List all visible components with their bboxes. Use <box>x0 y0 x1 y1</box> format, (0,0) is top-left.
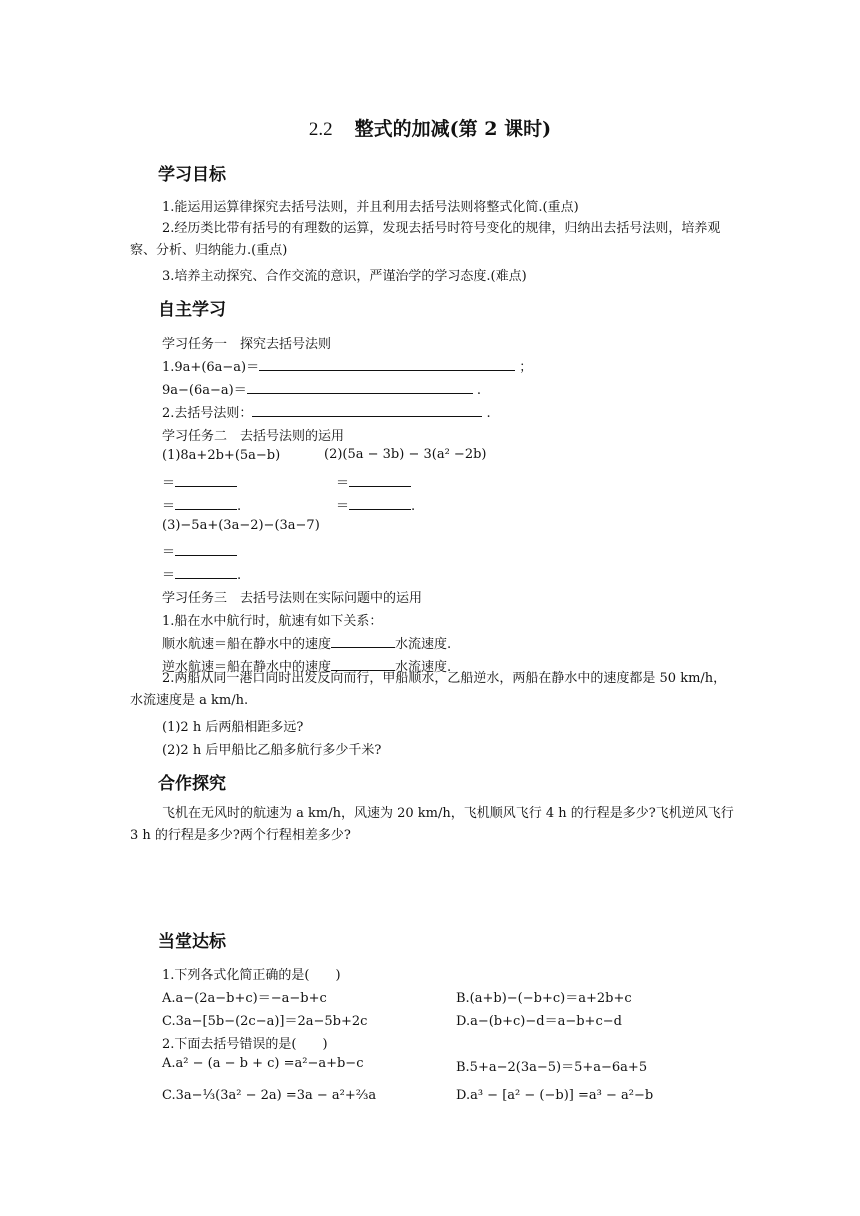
question-1: 1.船在水中航行时，航速有如下关系： <box>162 614 383 629</box>
mc-2-option-a: A.a² − (a − b + c) =a²−a+b−c <box>162 1056 364 1071</box>
problem-1-step-1: ＝ <box>162 472 237 491</box>
answer-blank[interactable] <box>331 635 395 648</box>
answer-blank[interactable] <box>175 474 237 487</box>
answer-blank[interactable] <box>259 358 515 371</box>
goal-1: 1.能运用运算律探究去括号法则，并且利用去括号法则将整式化简.(重点) <box>162 200 579 215</box>
question-2: 2.两船从同一港口同时出发反向而行，甲船顺水，乙船逆水，两船在静水中的速度都是 50 km/h，水流速度是 a km/h. <box>130 671 727 708</box>
task-2-title: 学习任务二 去括号法则的运用 <box>162 429 345 444</box>
task-3-title: 学习任务三 去括号法则在实际问题中的运用 <box>162 591 423 606</box>
mc-2-option-d: D.a³ − [a² − (−b)] =a³ − a²−b <box>456 1088 654 1103</box>
heading-learning-goals: 学习目标 <box>158 165 226 185</box>
question-1b: 逆水航速＝船在静水中的速度 水流速度. <box>162 660 452 675</box>
question-2a: (1)2 h 后两船相距多远? <box>162 720 304 735</box>
answer-blank[interactable] <box>247 381 473 394</box>
problem-1: (1)8a+2b+(5a−b) <box>162 448 281 463</box>
problem-2-step-2: ＝ . <box>336 499 416 514</box>
goal-2: 2.经历类比带有括号的有理数的运算，发现去括号时符号变化的规律，归纳出去括号法则，培养观察、分析、归纳能力.(重点) <box>130 221 721 258</box>
page-title <box>0 114 860 141</box>
problem-3-step-2: ＝ . <box>162 568 242 583</box>
heading-in-class-check: 当堂达标 <box>158 932 226 952</box>
answer-blank[interactable] <box>349 497 411 510</box>
mc-1-option-a: A.a−(2a−b+c)＝−a−b+c <box>162 991 327 1006</box>
exercise-1: 1.9a+(6a−a)＝ ； <box>162 360 533 375</box>
title-text: 整式的加减(第 2 课时) <box>354 118 552 140</box>
answer-blank[interactable] <box>252 404 482 417</box>
goal-3: 3.培养主动探究、合作交流的意识，严谨治学的学习态度.(难点) <box>162 269 527 284</box>
mc-1-option-c: C.3a−[5b−(2c−a)]＝2a−5b+2c <box>162 1014 368 1029</box>
cooperative-problem: 飞机在无风时的航速为 a km/h，风速为 20 km/h，飞机顺风飞行 4 h 的行程是多少?飞机逆风飞行 3 h 的行程是多少?两个行程相差多少? <box>130 806 734 843</box>
mc-question-1: 1.下列各式化简正确的是( ) <box>162 968 341 983</box>
section-number: 2.2 <box>308 119 333 140</box>
mc-1-option-d: D.a−(b+c)−d＝a−b+c−d <box>456 1014 622 1029</box>
problem-2: (2)(5a − 3b) − 3(a² −2b) <box>324 447 487 462</box>
problem-2-step-1: ＝ <box>336 472 411 491</box>
mc-2-option-c: C.3a−⅓(3a² − 2a) =3a − a²+⅔a <box>162 1088 377 1103</box>
rule-prompt: 2.去括号法则： . <box>162 406 491 421</box>
mc-2-option-b: B.5+a−2(3a−5)＝5+a−6a+5 <box>456 1060 648 1075</box>
answer-blank[interactable] <box>175 543 237 556</box>
answer-blank[interactable] <box>175 566 237 579</box>
mc-1-option-b: B.(a+b)−(−b+c)＝a+2b+c <box>456 991 632 1006</box>
problem-1-step-2: ＝ . <box>162 499 242 514</box>
problem-3: (3)−5a+(3a−2)−(3a−7) <box>162 518 320 533</box>
heading-cooperative: 合作探究 <box>158 774 226 794</box>
exercise-2: 9a−(6a−a)＝ . <box>162 383 482 398</box>
answer-blank[interactable] <box>175 497 237 510</box>
mc-question-2: 2.下面去括号错误的是( ) <box>162 1037 328 1052</box>
answer-blank[interactable] <box>349 474 411 487</box>
question-1a: 顺水航速＝船在静水中的速度 水流速度. <box>162 637 452 652</box>
question-2b: (2)2 h 后甲船比乙船多航行多少千米? <box>162 743 382 758</box>
problem-3-step-1: ＝ <box>162 541 237 560</box>
heading-self-study: 自主学习 <box>158 300 226 320</box>
task-1-title: 学习任务一 探究去括号法则 <box>162 337 332 352</box>
